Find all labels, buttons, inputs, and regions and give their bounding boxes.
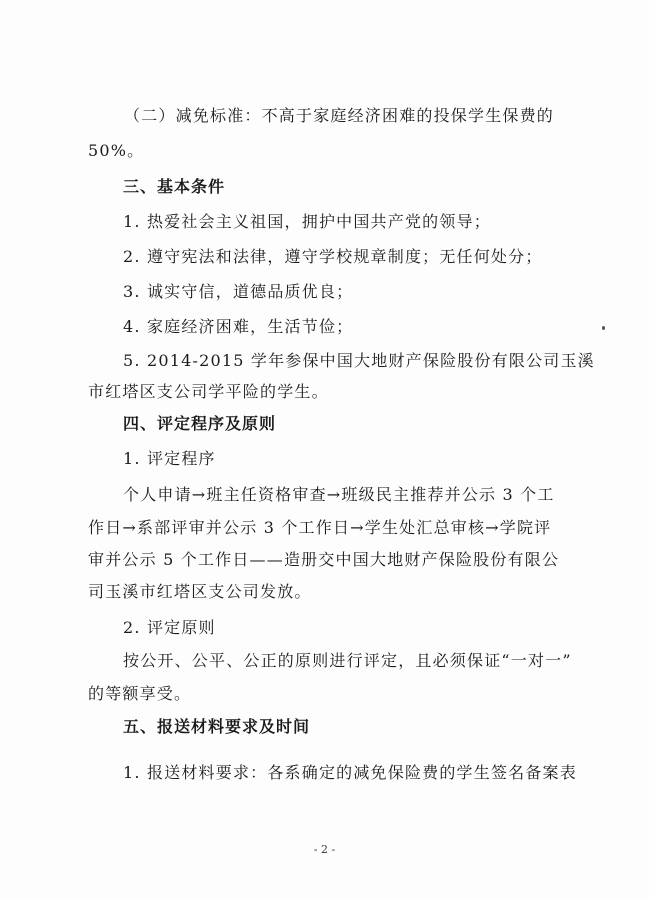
text-line: 作日→系部评审并公示 3 个工作日→学生处汇总审核→学院评 [88,518,552,537]
subheading-line: 2. 评定原则 [123,618,216,637]
subheading-line: 1. 评定程序 [123,449,216,468]
section-heading: 四、评定程序及原则 [123,414,277,433]
text-line: （二）减免标准：不高于家庭经济困难的投保学生保费的 [124,106,555,125]
text-line: 审并公示 5 个工作日——造册交中国大地财产保险股份有限公 [88,550,560,569]
text-line: 3. 诚实守信，道德品质优良； [123,282,354,301]
text-line: 4. 家庭经济困难，生活节俭； [123,317,354,336]
text-line: 2. 遵守宪法和法律，遵守学校规章制度；无任何处分； [123,247,543,266]
page-number: - 2 - [313,843,336,856]
text-line: 的等额享受。 [88,684,192,703]
text-line: 市红塔区支公司学平险的学生。 [88,382,329,401]
text-line: 按公开、公平、公正的原则进行评定，且必须保证“一对一” [123,651,572,670]
scan-speck [602,326,605,330]
section-heading: 三、基本条件 [123,177,226,196]
text-line: 个人申请→班主任资格审查→班级民主推荐并公示 3 个工 [123,485,555,504]
text-line: 5. 2014-2015 学年参保中国大地财产保险股份有限公司玉溪 [123,351,595,370]
text-line: 司玉溪市红塔区支公司发放。 [88,582,312,601]
section-heading: 五、报送材料要求及时间 [123,717,311,736]
text-line: 50%。 [88,141,145,160]
text-line: 1. 热爱社会主义祖国，拥护中国共产党的领导； [123,212,491,231]
text-line: 1. 报送材料要求：各系确定的减免保险费的学生签名备案表 [123,763,577,782]
